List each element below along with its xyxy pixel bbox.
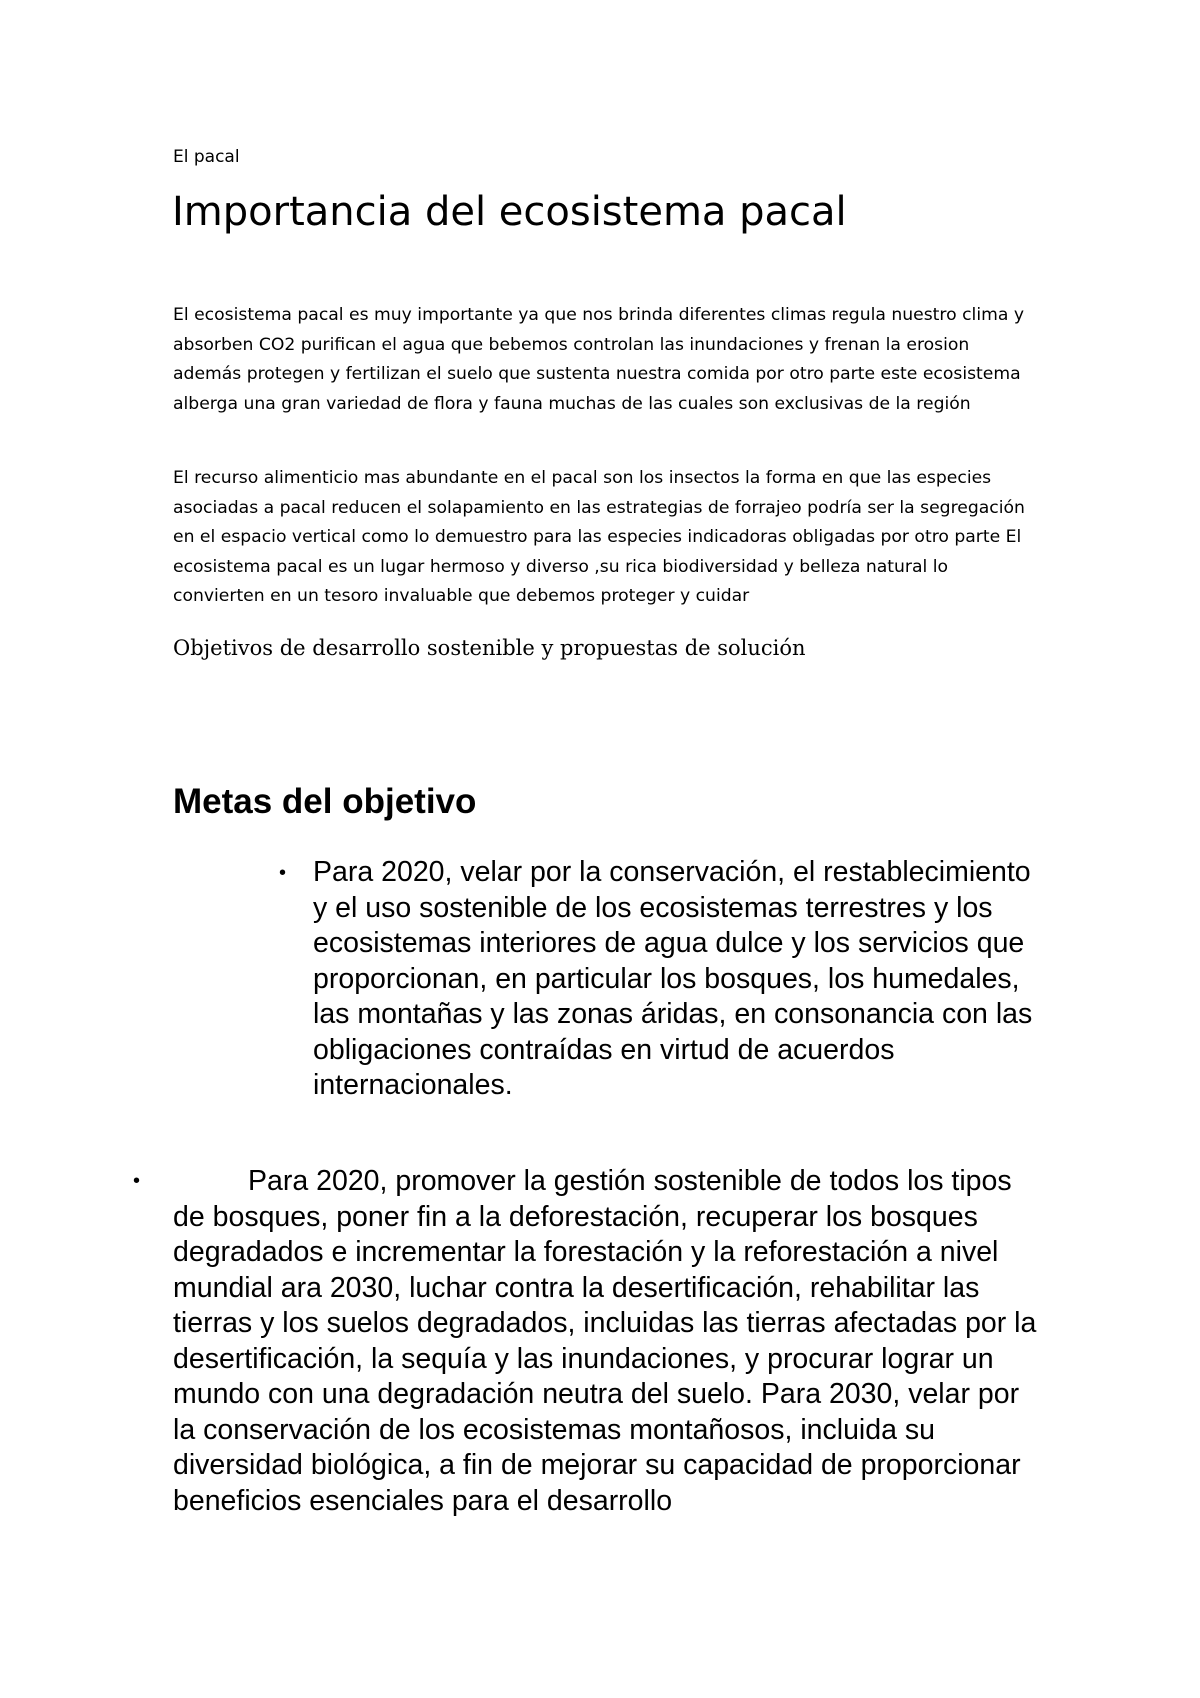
goal-list-item: Para 2020, promover la gestión sostenible de todos los tipos de bosques, poner fin a la deforestación, recuperar los bosques degradados e incrementar la forestación y la reforestación a nivel mundial ara 2030, luchar contra la desertificación, rehabilitar las tierras y los suelos degradados, incluidas las tierras afectadas por la desertificación, la sequía y las inundaciones, y procurar lograr un mundo con una degradación neutra del suelo. Para 2030, velar por la conservación de los ecosistemas montañosos, incluida su diversidad biológica, a fin de mejorar su capacidad de proporcionar beneficios esenciales para el desarrollo (173, 1165, 1037, 1517)
bullet-point-icon: • (133, 1170, 141, 1192)
goal-list-item: Para 2020, velar por la conservación, el restablecimiento y el uso sostenible de los ecosistemas terrestres y los ecosistemas interiores de agua dulce y los servicios que proporcionan, en particular los bosques, los humedales, las montañas y las zonas áridas, en consonancia con las obligaciones contraídas en virtud de acuerdos internacionales. (313, 856, 1033, 1101)
paragraph-importance: El ecosistema pacal es muy importante ya que nos brinda diferentes climas regula nuestro clima y absorben CO2 purifican el agua que bebemos controlan las inundaciones y frenan la erosion además protegen y fertilizan el suelo que sustenta nuestra comida por otro parte este ecosistema alberga una gran variedad de flora y fauna muchas de las cuales son exclusivas de la región (173, 305, 1024, 414)
paragraph-food-resources: El recurso alimenticio mas abundante en el pacal son los insectos la forma en que las especies asociadas a pacal reducen el solapamiento en las estrategias de forrajeo podría ser la segregación en el espacio vertical como lo demuestro para las especies indicadoras obligadas por otro parte El ecosistema pacal es un lugar hermoso y diverso ,su rica biodiversidad y belleza natural lo convierten en un tesoro invaluable que debemos proteger y cuidar (173, 468, 1025, 606)
document-header-label: El pacal (173, 147, 240, 167)
document-title: Importancia del ecosistema pacal (172, 189, 847, 235)
objectives-subheading: Objetivos de desarrollo sostenible y propuestas de solución (173, 636, 806, 660)
section-heading-goals: Metas del objetivo (173, 782, 477, 821)
bullet-point-icon: • (279, 862, 287, 884)
